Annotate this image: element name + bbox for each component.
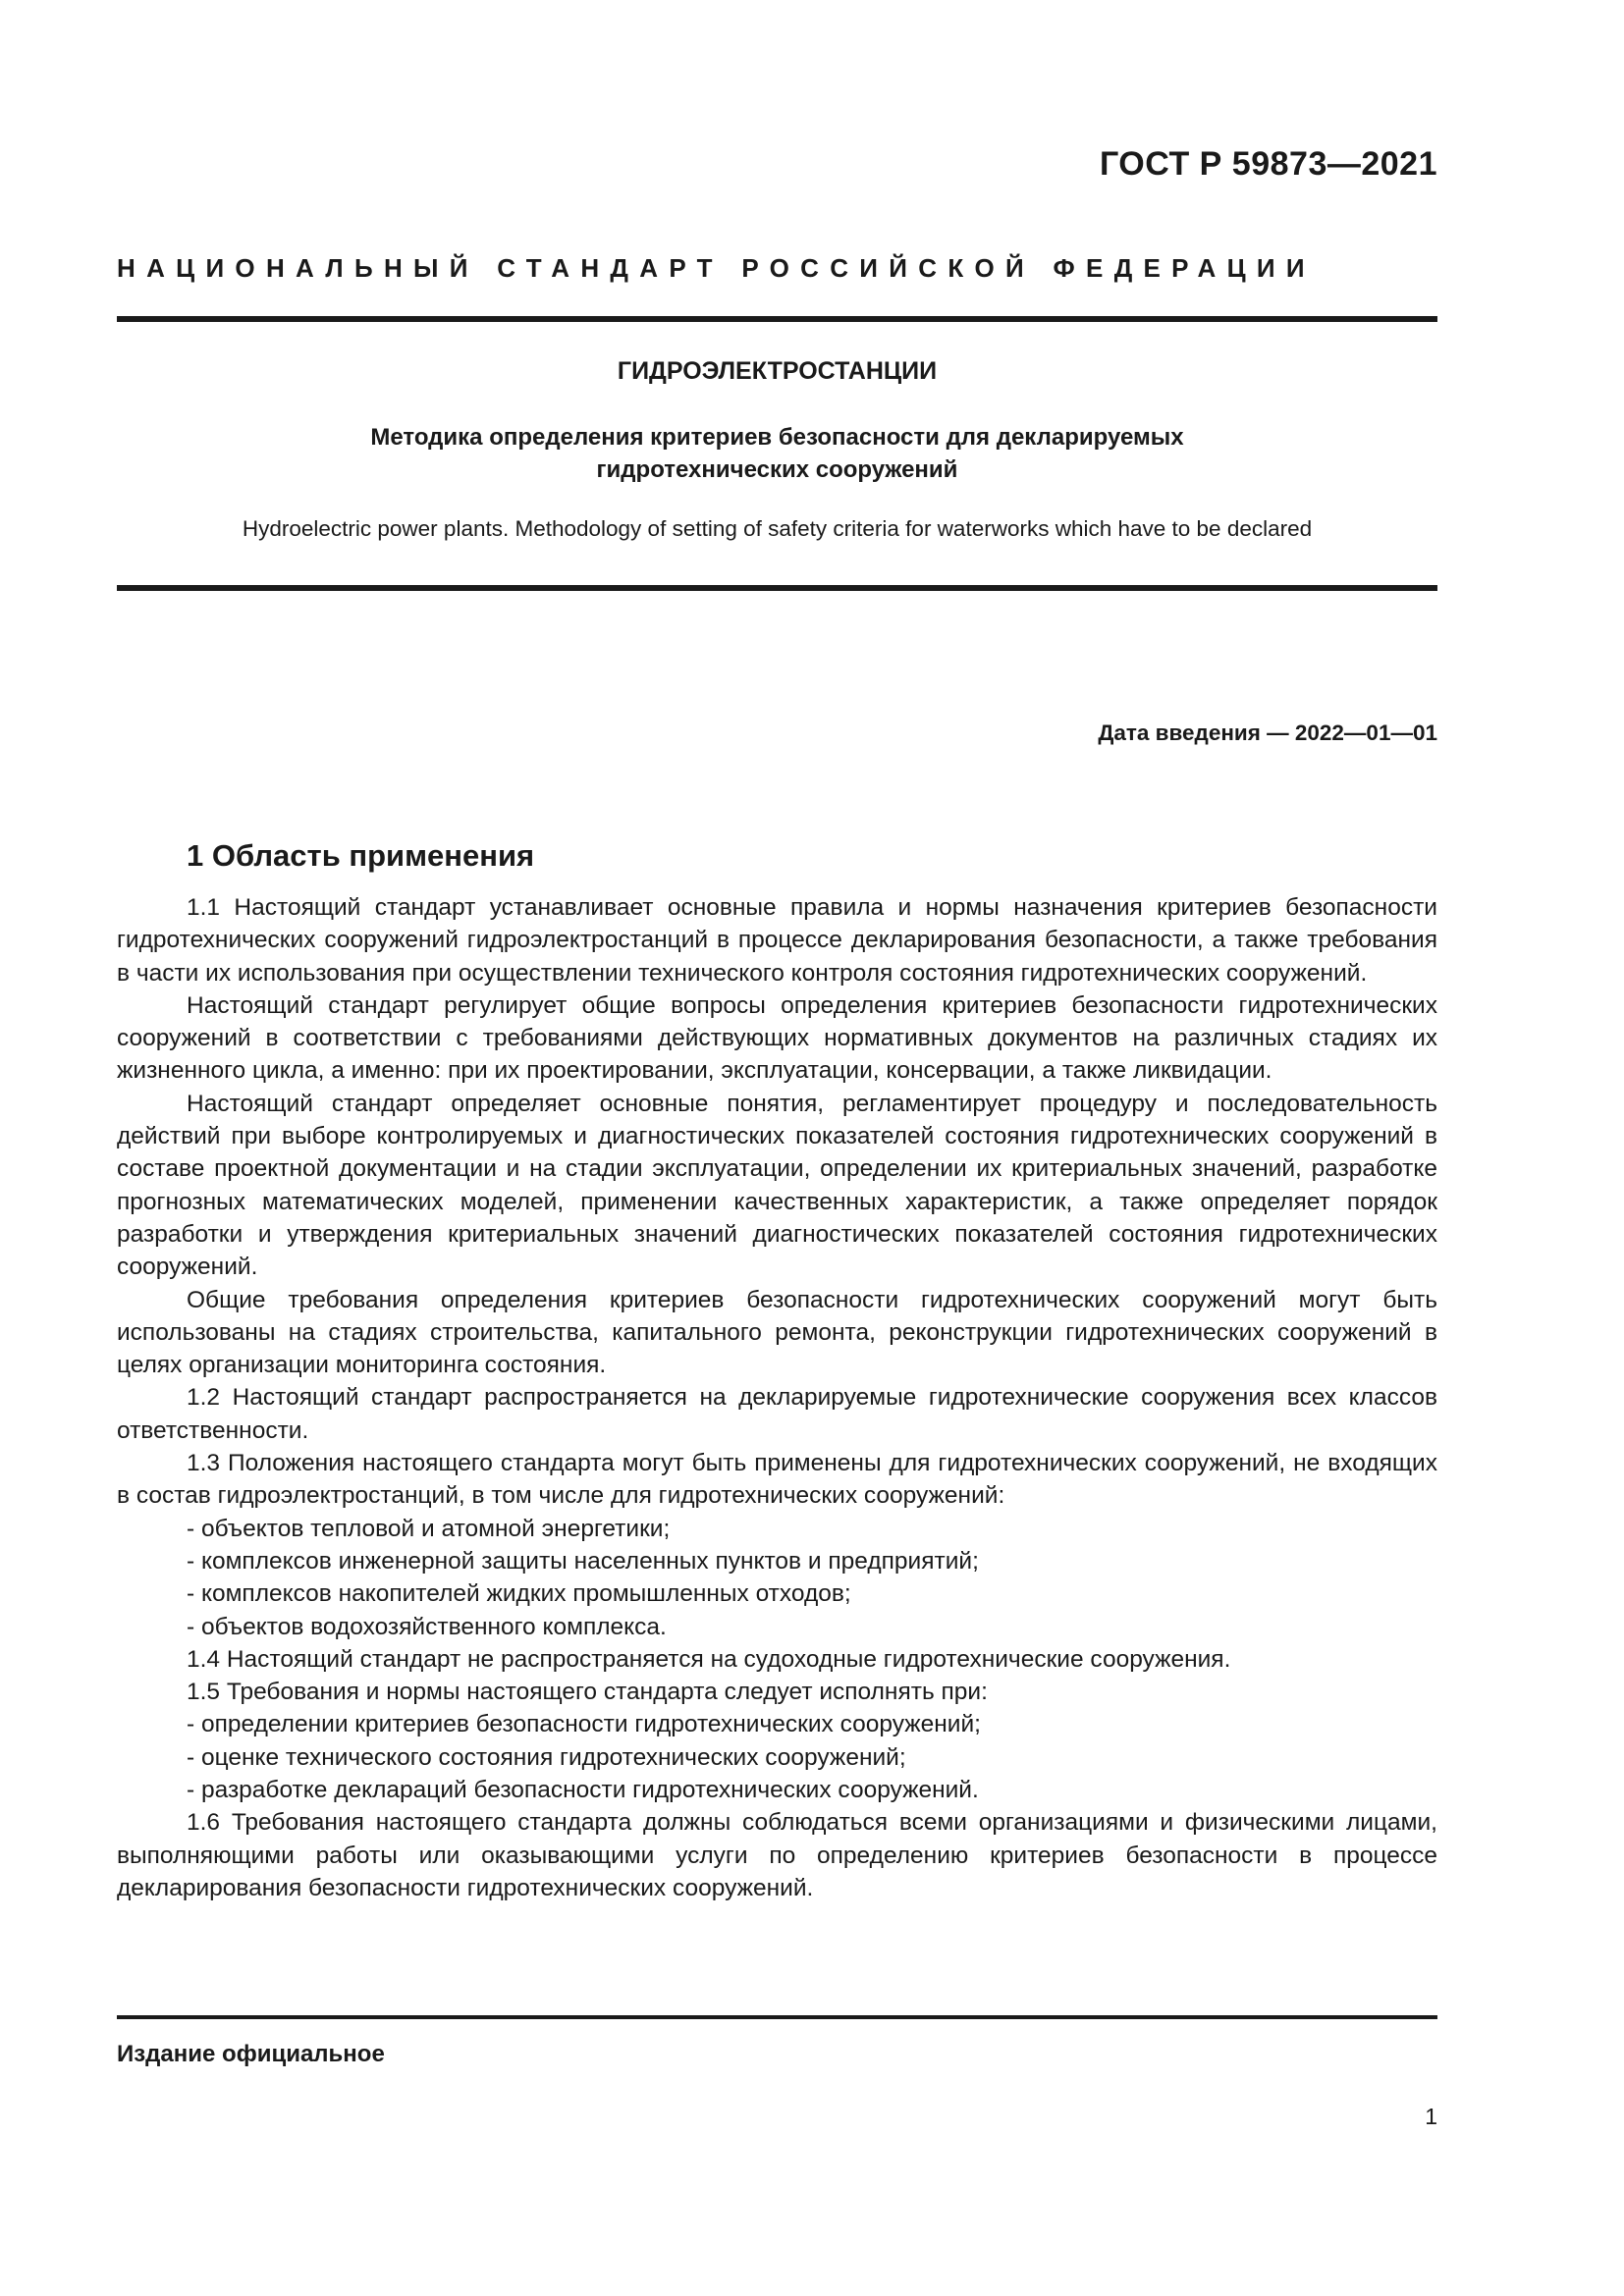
list-item: - комплексов инженерной защиты населенных пунктов и предприятий; xyxy=(187,1547,979,1575)
paragraph-1-5: 1.5 Требования и нормы настоящего стандарта следует исполнять при: xyxy=(187,1679,988,1706)
page-number: 1 xyxy=(1425,2104,1437,2129)
document-title: ГИДРОЭЛЕКТРОСТАНЦИИ xyxy=(617,357,938,385)
title-divider xyxy=(117,585,1437,591)
list-item: - комплексов накопителей жидких промышленных отходов; xyxy=(187,1580,851,1608)
official-edition-label: Издание официальное xyxy=(117,2041,385,2067)
footer-divider xyxy=(117,2015,1437,2019)
document-code: ГОСТ Р 59873—2021 xyxy=(1099,145,1437,183)
list-item: - разработке деклараций безопасности гидротехнических сооружений. xyxy=(187,1777,979,1804)
top-divider xyxy=(117,316,1437,322)
english-title: Hydroelectric power plants. Methodology of setting of safety criteria for waterworks which have to be declared xyxy=(242,516,1313,541)
paragraph-scope-procedure: Настоящий стандарт определяет основные понятия, регламентирует процедуру и последовательность действий при выборе контролируемых и диагностических показателей состояния гидротехнических сооружений в составе проектной документации и на стадии эксплуатации, определении их критериальных значений, разработке прогнозных математических моделей, применении качественных характеристик, а также определяет порядок разработки и утверждения критериальных значений диагностических показателей состояния гидротехнических сооружений. xyxy=(117,1090,1437,1281)
paragraph-1-3: 1.3 Положения настоящего стандарта могут быть применены для гидротехнических сооружений, не входящих в состав гидроэлектростанций, в том числе для гидротехнических сооружений: xyxy=(117,1450,1437,1510)
list-item: - объектов водохозяйственного комплекса. xyxy=(187,1613,667,1640)
paragraph-1-4: 1.4 Настоящий стандарт не распространяется на судоходные гидротехнические сооружения. xyxy=(187,1645,1231,1673)
list-item: - определении критериев безопасности гидротехнических сооружений; xyxy=(187,1711,981,1738)
paragraph-1-1: 1.1 Настоящий стандарт устанавливает основные правила и нормы назначения критериев безопасности гидротехнических сооружений гидроэлектростанций в процессе декларирования безопасности, а также требования в части их использования при осуществлении технического контроля состояния гидротехнических сооружений. xyxy=(117,894,1437,987)
section-heading: 1 Область применения xyxy=(187,838,535,873)
paragraph-scope-general: Настоящий стандарт регулирует общие вопросы определения критериев безопасности гидротехнических сооружений в соответствии с требованиями действующих нормативных документов на различных стадиях их жизненного цикла, а именно: при их проектировании, эксплуатации, консервации, а также ликвидации. xyxy=(117,991,1437,1085)
list-item: - оценке технического состояния гидротехнических сооружений; xyxy=(187,1743,906,1771)
section-body xyxy=(117,891,1437,1904)
document-subtitle xyxy=(117,421,1437,486)
subtitle-line-2: гидротехнических сооружений xyxy=(596,456,958,483)
national-standard-banner: НАЦИОНАЛЬНЫЙ СТАНДАРТ РОССИЙСКОЙ ФЕДЕРАЦИИ xyxy=(117,253,1316,283)
paragraph-scope-construction: Общие требования определения критериев безопасности гидротехнических сооружений могут быть использованы на стадиях строительства, капитального ремонта, реконструкции гидротехнических сооружений в целях организации мониторинга состояния. xyxy=(117,1286,1437,1379)
subtitle-line-1: Методика определения критериев безопасности для декларируемых xyxy=(370,424,1184,451)
paragraph-1-2: 1.2 Настоящий стандарт распространяется на декларируемые гидротехнические сооружения всех классов ответственности. xyxy=(117,1384,1437,1444)
paragraph-1-6: 1.6 Требования настоящего стандарта должны соблюдаться всеми организациями и физическими лицами, выполняющими работы или оказывающими услуги по определению критериев безопасности в процессе декларирования безопасности гидротехнических сооружений. xyxy=(117,1809,1437,1901)
list-item: - объектов тепловой и атомной энергетики; xyxy=(187,1515,671,1542)
introduction-date: Дата введения — 2022—01—01 xyxy=(1098,721,1437,745)
